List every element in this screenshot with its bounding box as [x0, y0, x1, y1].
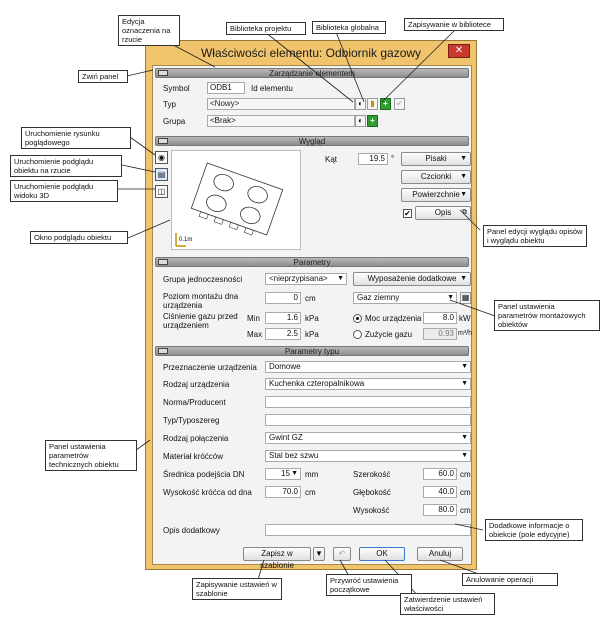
grupa-field[interactable]: <Brak>: [207, 115, 355, 127]
global-library-icon[interactable]: ▮: [367, 98, 378, 110]
kat-unit: °: [391, 154, 395, 163]
chevron-down-icon: ▼: [461, 380, 468, 387]
opis-label: Opis: [434, 208, 452, 217]
material-label: Materiał króćców: [163, 452, 224, 461]
id-label: Id elementu: [251, 84, 293, 93]
section-title: Zarządzanie elementem: [269, 69, 355, 78]
section-title: Parametry typu: [284, 347, 340, 356]
add-icon[interactable]: +: [380, 98, 391, 110]
callout-zwin: Zwiń panel: [78, 70, 128, 83]
ok-label: OK: [376, 549, 388, 558]
poziom-unit: cm: [305, 294, 316, 303]
save-template-dropdown[interactable]: ▼: [313, 547, 325, 561]
chevron-down-icon: ▼: [337, 275, 344, 282]
add-group-icon[interactable]: +: [367, 115, 378, 127]
grupa-jedn-label: Grupa jednoczesności: [163, 275, 243, 284]
poziom-label: Poziom montażu dna urządzenia: [163, 292, 239, 310]
grupa-label: Grupa: [163, 117, 186, 126]
symbol-label: Symbol: [163, 84, 190, 93]
polaczenie-value: Gwint GZ: [269, 433, 303, 442]
wyposazenie-label: Wyposażenie dodatkowe: [367, 274, 457, 283]
cancel-label: Anuluj: [428, 549, 452, 558]
callout-przywroc: Przywróć ustawienia początkowe: [326, 574, 412, 596]
group-library-icon[interactable]: ◐: [355, 115, 366, 127]
restore-defaults-icon[interactable]: ↶: [333, 547, 351, 561]
srednica-unit: mm: [305, 470, 319, 479]
callout-bibl-globalna: Biblioteka globalna: [312, 21, 386, 34]
callout-zatwierdzenie: Zatwierdzenie ustawień właściwości: [400, 593, 495, 615]
gaz-value: Gaz ziemny: [357, 293, 400, 302]
callout-edycja: Edycja oznaczenia na rzucie: [118, 15, 180, 46]
dropdown-arrow-icon: ▼: [460, 275, 467, 282]
wysokosc-krocca-unit: cm: [305, 488, 316, 497]
dropdown-arrow-icon: ▼: [460, 191, 467, 198]
chevron-down-icon: ▼: [461, 434, 468, 441]
table-settings-icon[interactable]: ▦: [461, 293, 470, 302]
section-title: Parametry: [293, 258, 331, 267]
wysokosc-label: Wysokość: [353, 506, 390, 515]
kat-label: Kąt: [325, 155, 338, 164]
zuzycie-unit: m³/h: [458, 330, 472, 337]
czcionki-label: Czcionki: [420, 172, 452, 181]
pisaki-label: Pisaki: [425, 154, 447, 163]
save-library-icon[interactable]: ✔: [394, 98, 405, 110]
opis-checkbox[interactable]: ✔: [404, 209, 411, 218]
srednica-label: Średnica podejścia DN: [163, 470, 245, 479]
typ-typoszereg-label: Typ/Typoszereg: [163, 416, 220, 425]
section-title: Wygląd: [298, 137, 326, 146]
moc-input[interactable]: 8.0: [423, 312, 457, 324]
camera-icon[interactable]: ◉: [155, 151, 168, 164]
glebokosc-label: Głębokość: [353, 488, 391, 497]
norma-label: Norma/Producent: [163, 398, 226, 407]
max-input[interactable]: 2.5: [265, 328, 301, 340]
callout-zapisywanie-bibl: Zapisywanie w bibliotece: [404, 18, 504, 31]
min-unit: kPa: [305, 314, 319, 323]
callout-anulowanie: Anulowanie operacji: [462, 573, 558, 586]
chevron-down-icon: ▼: [461, 363, 468, 370]
typ-label: Typ: [163, 100, 176, 109]
moc-label: Moc urządzenia: [365, 314, 422, 323]
plan-preview-icon[interactable]: ▤: [155, 168, 168, 181]
dropdown-arrow-icon: ▼: [460, 173, 467, 180]
wysokosc-krocca-input[interactable]: 70.0: [265, 486, 301, 498]
min-label: Min: [247, 314, 260, 323]
szerokosc-label: Szerokość: [353, 470, 391, 479]
dialog-title: Właściwości elementu: Odbiornik gazowy: [200, 46, 422, 60]
srednica-value: 15: [281, 469, 290, 478]
chevron-down-icon: ▼: [461, 452, 468, 459]
chevron-down-icon: ▼: [291, 470, 298, 477]
typ-field[interactable]: <Nowy>: [207, 98, 355, 110]
poziom-input[interactable]: 0: [265, 292, 301, 304]
przeznaczenie-value: Domowe: [269, 362, 301, 371]
min-input[interactable]: 1.6: [265, 312, 301, 324]
powierzchnie-label: Powierzchnie: [412, 190, 460, 199]
szerokosc-unit: cm: [460, 470, 471, 479]
open-icon: ⧉: [462, 209, 467, 216]
max-unit: kPa: [305, 330, 319, 339]
rodzaj-value: Kuchenka czteropalnikowa: [269, 379, 365, 388]
max-label: Max: [247, 330, 263, 339]
callout-zapisywanie-szablon: Zapisywanie ustawień w szablonie: [192, 578, 282, 600]
callout-podglad-rzut: Uruchomienie podglądu obiektu na rzucie: [10, 155, 122, 177]
scale-label: 0.1m: [179, 237, 193, 243]
wysokosc-input[interactable]: 80.0: [423, 504, 457, 516]
callout-okno: Okno podglądu obiektu: [30, 231, 128, 244]
callout-panel-montaz: Panel ustawienia parametrów montażowych obiektów: [494, 300, 600, 331]
zuzycie-input: 0.93: [423, 328, 457, 340]
view-3d-icon[interactable]: ◫: [155, 185, 168, 198]
symbol-input[interactable]: ODB1: [207, 82, 245, 94]
callout-panel-wyglad: Panel edycji wyglądu opisów i wyglądu obiektu: [483, 225, 587, 247]
glebokosc-input[interactable]: 40.0: [423, 486, 457, 498]
polaczenie-label: Rodzaj połączenia: [163, 434, 229, 443]
moc-unit: kW: [459, 314, 471, 323]
wysokosc-krocca-label: Wysokość króćca od dna: [163, 488, 252, 497]
callout-podglad-3d: Uruchomienie podglądu widoku 3D: [10, 180, 118, 202]
rodzaj-label: Rodzaj urządzenia: [163, 380, 230, 389]
callout-rysunek: Uruchomienie rysunku poglądowego: [21, 127, 131, 149]
szerokosc-input[interactable]: 60.0: [423, 468, 457, 480]
cisnienie-label: Ciśnienie gazu przed urządzeniem: [163, 312, 238, 330]
wysokosc-unit: cm: [460, 506, 471, 515]
chevron-down-icon: ▼: [447, 294, 454, 301]
opis-dod-label: Opis dodatkowy: [163, 526, 220, 535]
material-value: Stal bez szwu: [269, 451, 319, 460]
callout-bibl-projektu: Biblioteka projektu: [226, 22, 306, 35]
zuzycie-label: Zużycie gazu: [365, 330, 413, 339]
project-library-icon[interactable]: ◐: [355, 98, 366, 110]
callout-panel-tech: Panel ustawienia parametrów technicznych obiektu: [45, 440, 137, 471]
kat-input[interactable]: 19.5: [358, 153, 388, 165]
glebokosc-unit: cm: [460, 488, 471, 497]
callout-dodatkowe: Dodatkowe informacje o obiekcie (pole edycyjne): [485, 519, 583, 541]
przeznaczenie-label: Przeznaczenie urządzenia: [163, 363, 257, 372]
dropdown-arrow-icon: ▼: [460, 155, 467, 162]
grupa-jedn-value: <nieprzypisana>: [269, 274, 328, 283]
close-button[interactable]: ✕: [448, 44, 470, 58]
save-template-label: Zapisz w szablonie: [260, 549, 294, 570]
